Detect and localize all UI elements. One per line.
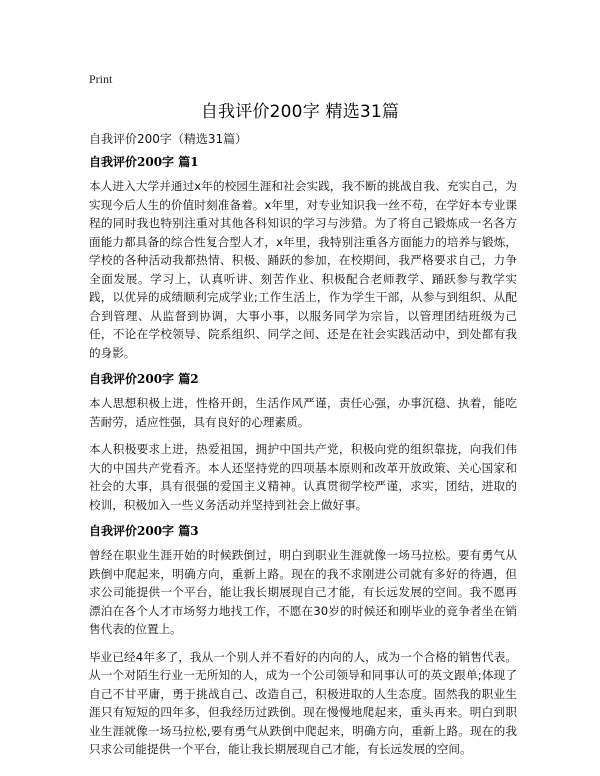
document-body: [89, 131, 517, 768]
paragraph: 本人思想积极上进，性格开朗，生活作风严谨，责任心强，办事沉稳、执着，能吃苦耐劳，适应性强，具有良好的心理素质。: [89, 396, 517, 429]
section-heading: 自我评价200字 篇2: [89, 372, 199, 386]
paragraph: 曾经在职业生涯开始的时候跌倒过，明白到职业生涯就像一场马拉松。要有勇气从跌倒中爬起来，明确方向，重新上路。现在的我不求刚进公司就有多好的待遇，但求公司能提供一个平台，能让我长期展现自己才能，有长远发展的空间。我不愿再漂泊在各个人才市场努力地找工作，不愿在30岁的时候还和刚毕业的竞争者坐在销售代表的位置上。: [89, 548, 517, 636]
paragraph: 本人积极要求上进，热爱祖国，拥护中国共产党，积极向党的组织靠拢，向我们伟大的中国共产党看齐。本人还坚持党的四项基本原则和改革开放政策、关心国家和社会的大事，具有很强的爱国主义精神。认真贯彻学校严谨，求实，团结，进取的校训，积极加入一些义务活动并坚持到社会上做好事。: [89, 442, 517, 512]
section-heading: 自我评价200字 篇1: [89, 155, 199, 169]
section-1: [89, 154, 517, 362]
print-label: Print: [89, 72, 113, 86]
paragraph: 毕业已经4年多了，我从一个别人并不看好的内向的人，成为一个合格的销售代表。从一个对陌生行业一无所知的人，成为一个公司领导和同事认可的英文跟单;体现了自己不甘平庸，勇于挑战自己、改造自己，积极进取的人生态度。固然我的职业生涯只有短短的四年多，但我经历过跌倒。现在慢慢地爬起来，重头再来。明白到职业生涯就像一场马拉松,要有勇气从跌倒中爬起来，明确方向，重新上路。现在的我只求公司能提供一个平台，能让我长期展现自己才能，有长远发展的空间。: [89, 649, 517, 756]
page-title: 自我评价200字 精选31篇: [200, 102, 400, 122]
section-3: [89, 523, 517, 759]
paragraph: 本人进入大学并通过x年的校园生涯和社会实践，我不断的挑战自我、充实自己，为实现今后人生的价值时刻准备着。x年里，对专业知识我一丝不苟，在学好本专业课程的同时我也特别注重对其他各科知识的学习与涉猎。为了将自己锻炼成一名各方面能力都具备的综合性复合型人才，x年里，我特别注重各方面能力的培养与锻炼，学校的各种活动我都热情、积极、踊跃的参加，在校期间，我严格要求自己，力争全面发展。学习上，认真听讲、刻苦作业、积极配合老师教学、踊跃参与教学实践，以优异的成绩顺利完成学业;工作生活上，作为学生干部，从参与到组织、从配合到管理、从监督到协调，大事小事，以服务同学为宗旨，以管理团结班级为己任，不论在学校领导、院系组织、同学之间、还是在社会实践活动中，到处都有我的身影。: [89, 179, 517, 360]
section-heading: 自我评价200字 篇3: [89, 524, 199, 538]
document-subtitle: 自我评价200字（精选31篇）: [89, 132, 248, 146]
section-2: [89, 371, 517, 514]
